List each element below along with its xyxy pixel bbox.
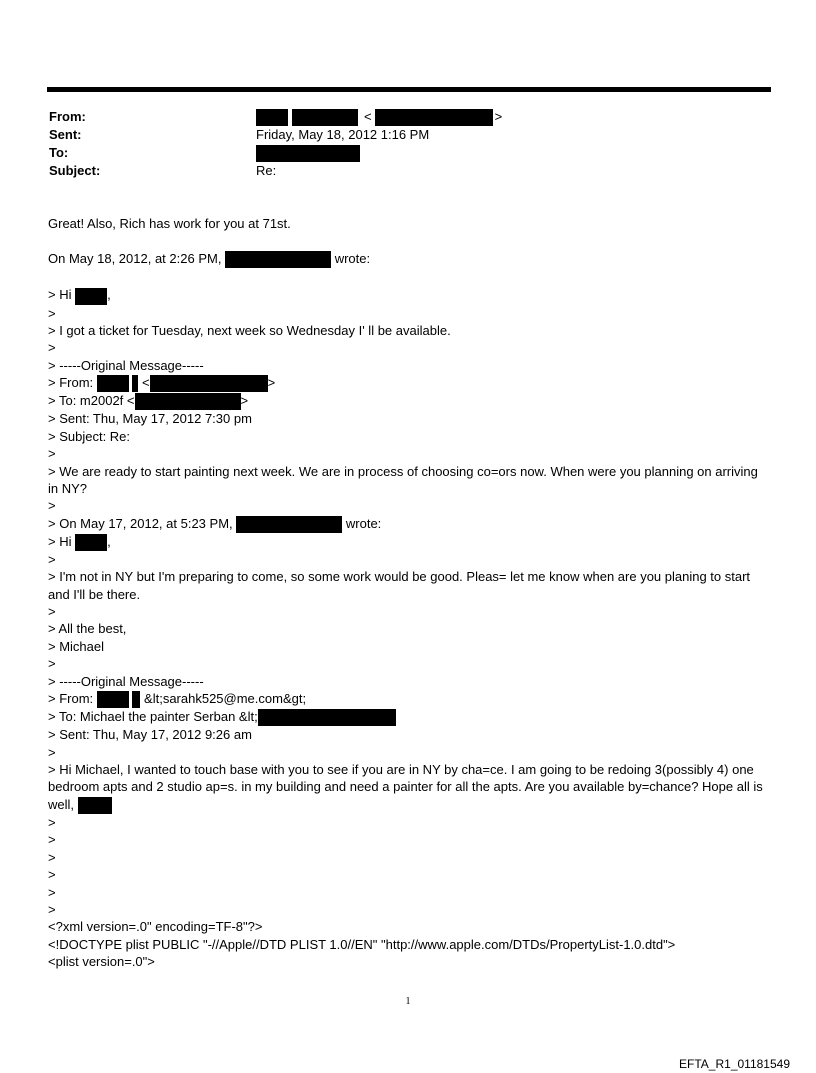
- to-value: [256, 145, 360, 162]
- quoted-line: > I'm not in NY but I'm preparing to come, so some work would be good. Pleas= let me know when are you planing to start and I'll be there.: [48, 569, 751, 602]
- redaction: [97, 691, 129, 708]
- quoted-line: >: [48, 901, 56, 917]
- quoted-line: >: [48, 832, 56, 848]
- redaction: [225, 251, 331, 268]
- quoted-line: > -----Original Message-----: [48, 673, 204, 689]
- header-divider: [47, 87, 771, 92]
- from-label: From:: [49, 109, 86, 124]
- subject-label: Subject:: [49, 163, 101, 178]
- quoted-line: >: [48, 867, 56, 883]
- quoted-line: > All the best,: [48, 621, 127, 637]
- redaction: [150, 375, 268, 392]
- sent-value: Friday, May 18, 2012 1:16 PM: [256, 127, 430, 142]
- redaction: [75, 288, 107, 305]
- quoted-line: > Hi Michael, I wanted to touch base with you to see if you are in NY by cha=ce. I am going to be redoing 3(possibly 4) one bedroom apts and 2 studio ap=s. in my building and need a painter for all the apts. Are you available by=chance? Hope all is well,: [48, 761, 768, 814]
- quoted-line: >: [48, 884, 56, 900]
- page-number: 1: [405, 996, 411, 1007]
- quoted-line: > Sent: Thu, May 17, 2012 9:26 am: [48, 727, 252, 743]
- redaction: [135, 393, 241, 410]
- subject-row: [49, 162, 502, 180]
- quoted-line: > On May 17, 2012, at 5:23 PM, wrote:: [48, 515, 768, 533]
- quoted-line: >: [48, 849, 56, 865]
- quote-intro-text: On May 18, 2012, at 2:26 PM,: [48, 251, 222, 267]
- from-value: [256, 108, 502, 126]
- quoted-line: > From: < >: [48, 374, 768, 392]
- quoted-line: > To: Michael the painter Serban &lt;: [48, 708, 768, 726]
- redaction: [236, 516, 342, 533]
- redaction: [256, 109, 288, 126]
- document-stamp: EFTA_R1_01181549: [679, 1057, 790, 1071]
- quoted-line: > We are ready to start painting next week. We are in process of choosing co=ors now. When were you planning on arriving in NY?: [48, 463, 758, 496]
- gt-sign: >: [494, 109, 503, 124]
- to-row: [49, 144, 502, 162]
- quoted-line: >: [48, 340, 56, 356]
- quoted-line: >: [48, 446, 56, 462]
- redaction: [132, 375, 138, 392]
- lt-sign: <: [364, 109, 372, 124]
- xml-line: <!DOCTYPE plist PUBLIC "-//Apple//DTD PLIST 1.0//EN" "http://www.apple.com/DTDs/PropertyList-1.0.dtd">: [48, 936, 676, 952]
- quoted-line: >: [48, 656, 56, 672]
- quoted-line: >: [48, 551, 56, 567]
- email-header: [49, 108, 502, 180]
- quoted-line: > I got a ticket for Tuesday, next week so Wednesday I' ll be available.: [48, 322, 451, 338]
- quoted-line: > Hi ,: [48, 286, 768, 304]
- redaction: [132, 691, 140, 708]
- email-body: [48, 215, 768, 971]
- quoted-line: > -----Original Message-----: [48, 357, 204, 373]
- to-label: To:: [49, 145, 69, 160]
- quote-intro-wrote: wrote:: [334, 251, 371, 267]
- quoted-line: >: [48, 604, 56, 620]
- quoted-line: >: [48, 744, 56, 760]
- quoted-line: > Subject: Re:: [48, 428, 131, 444]
- redaction: [375, 109, 493, 126]
- redaction: [258, 709, 396, 726]
- redaction: [78, 797, 112, 814]
- from-row: [49, 108, 502, 126]
- quoted-line: >: [48, 498, 56, 514]
- redaction: [97, 375, 129, 392]
- sent-row: [49, 126, 502, 144]
- quoted-line: > Michael: [48, 638, 104, 654]
- redaction: [75, 534, 107, 551]
- quoted-line: > From: &lt;sarahk525@me.com&gt;: [48, 690, 768, 708]
- body-text: Great! Also, Rich has work for you at 71st.: [48, 216, 291, 231]
- xml-line: <?xml version=.0" encoding=TF-8"?>: [48, 919, 263, 935]
- redaction: [256, 145, 360, 162]
- quoted-line: > To: m2002f < >: [48, 392, 768, 410]
- subject-value: Re:: [256, 163, 277, 178]
- sent-label: Sent:: [49, 127, 82, 142]
- quoted-line: > Hi ,: [48, 533, 768, 551]
- quoted-line: > Sent: Thu, May 17, 2012 7:30 pm: [48, 411, 252, 427]
- quote-intro: [48, 250, 768, 268]
- quoted-line: >: [48, 305, 56, 321]
- xml-line: <plist version=.0">: [48, 954, 155, 970]
- redaction: [292, 109, 358, 126]
- quoted-line: >: [48, 814, 56, 830]
